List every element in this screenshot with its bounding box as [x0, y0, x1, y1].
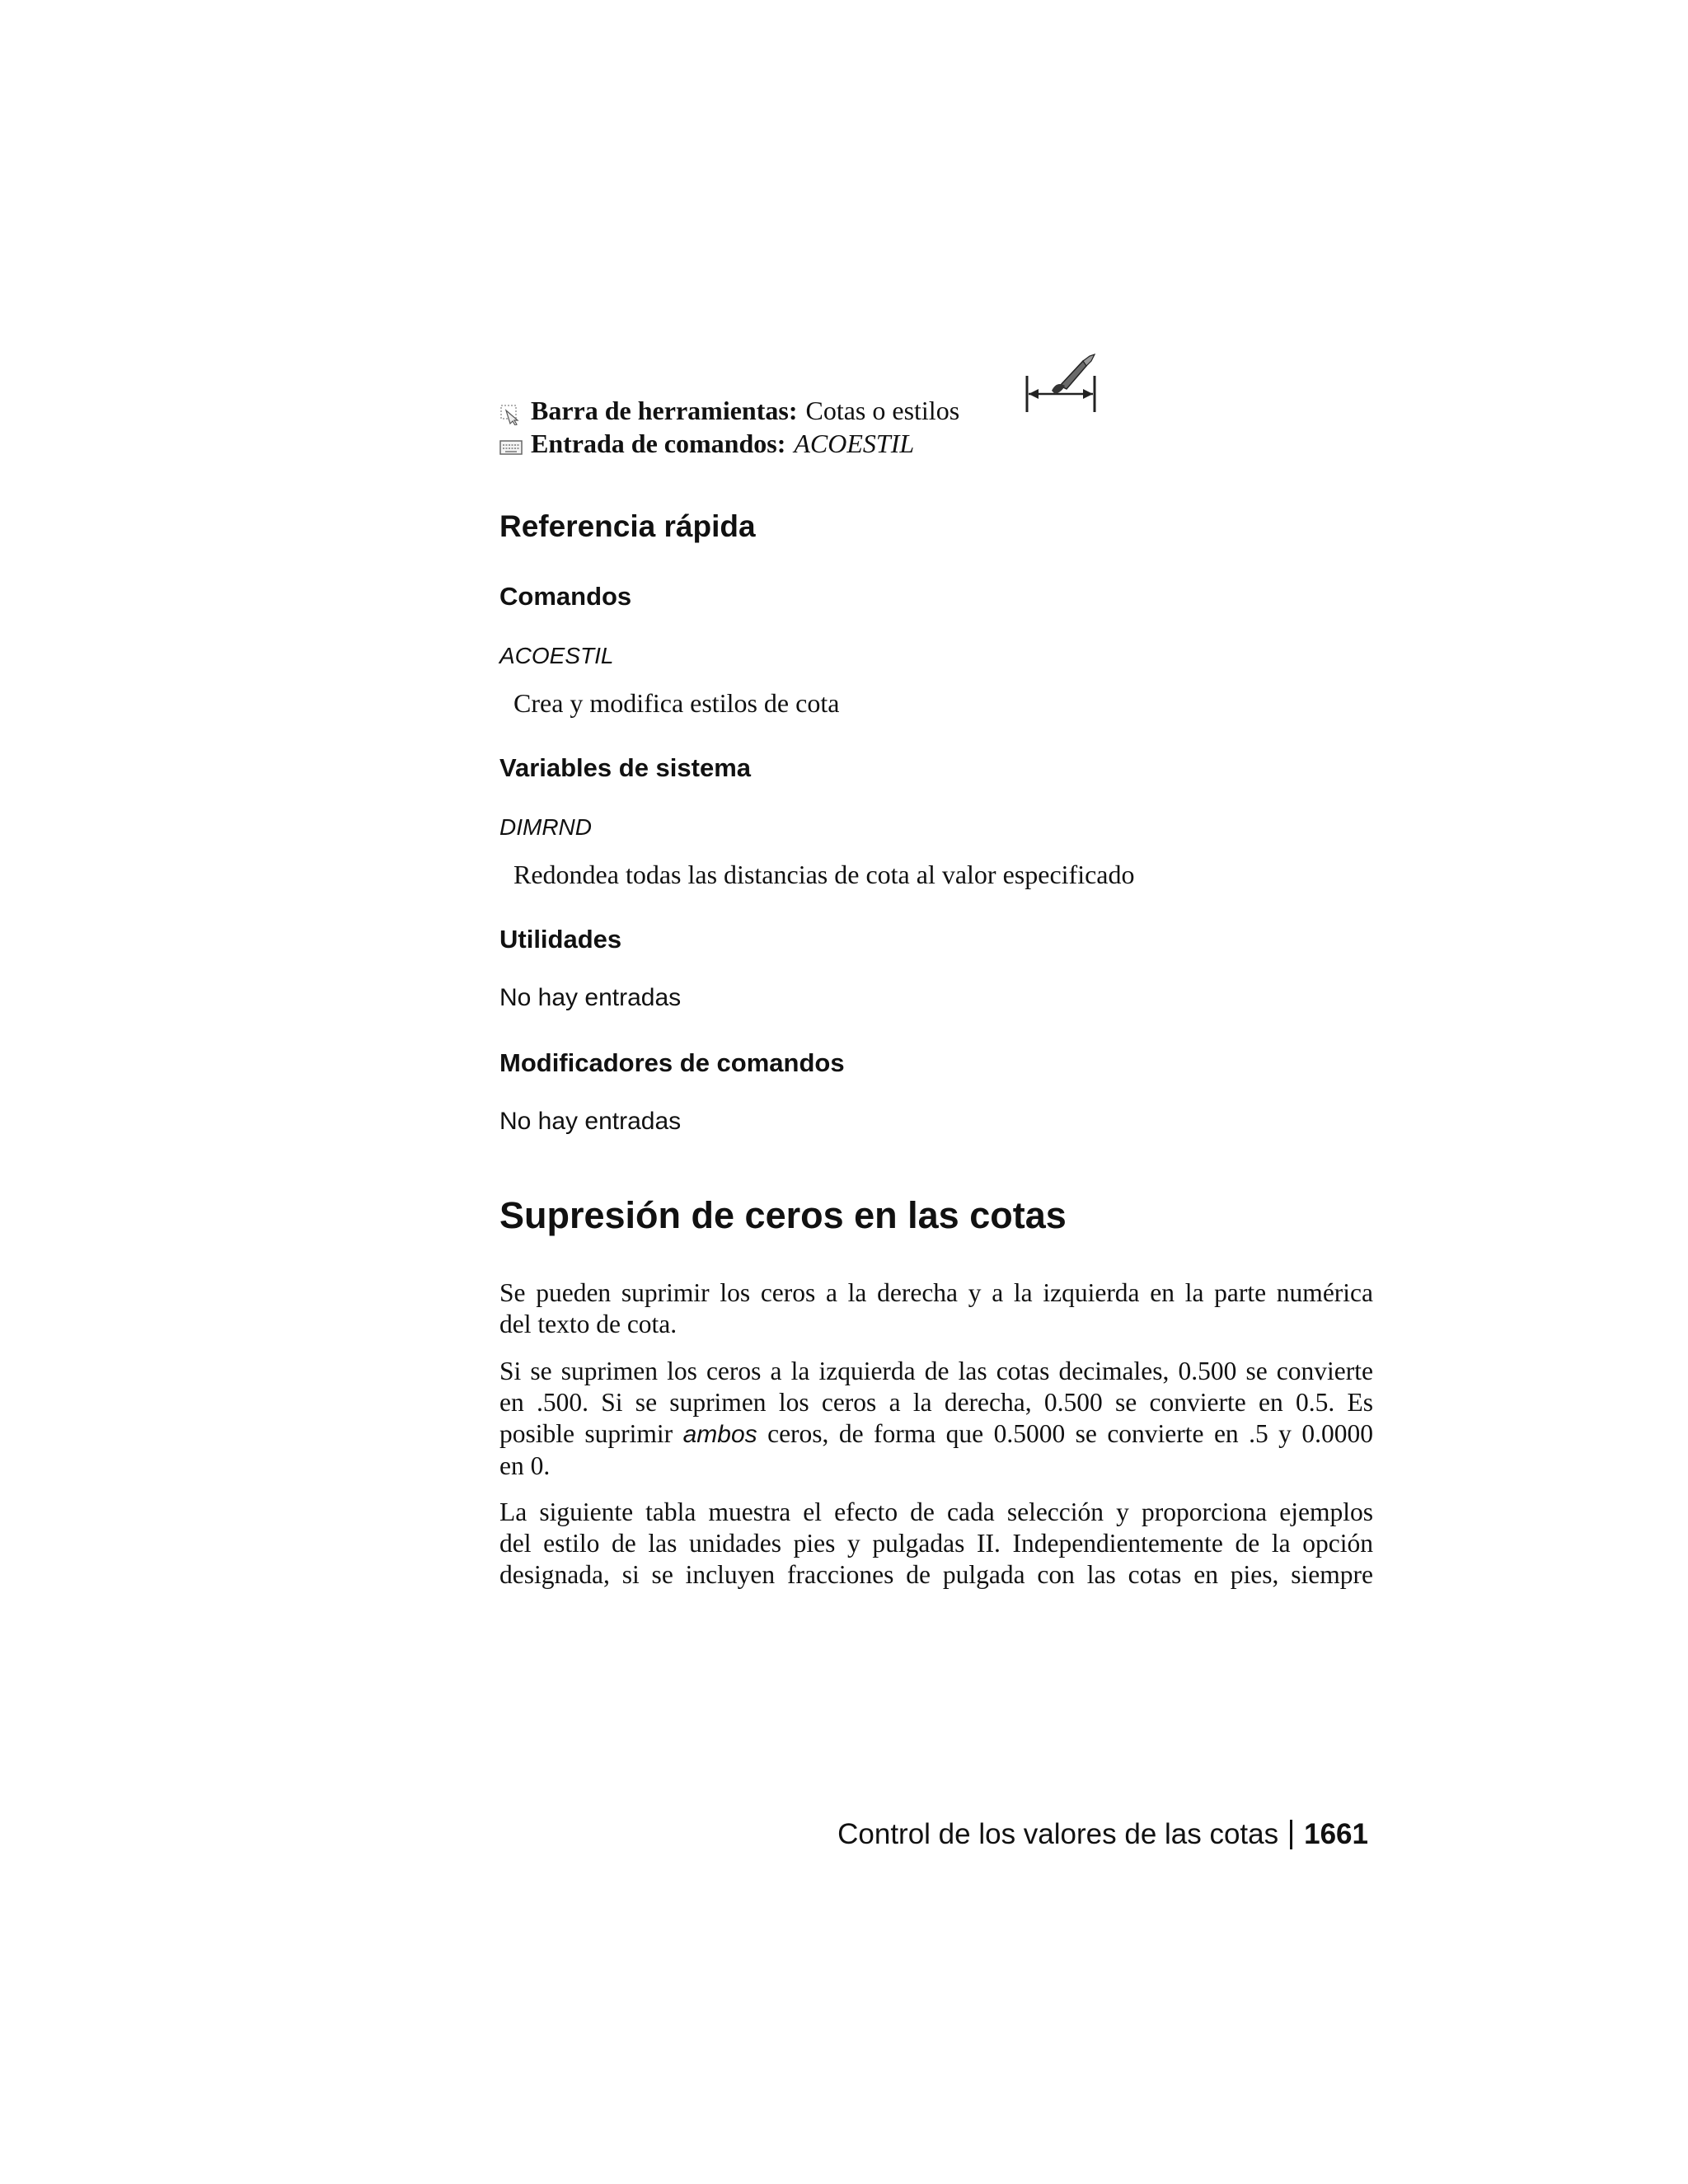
modifiers-heading: Modificadores de comandos: [499, 1048, 845, 1077]
command-entry-line: [499, 427, 914, 460]
page-number: 1661: [1304, 1818, 1368, 1850]
keyboard-icon: [499, 433, 523, 454]
paragraph-line: en 0.: [499, 1451, 551, 1480]
modifiers-text: No hay entradas: [499, 1108, 682, 1135]
toolbar-access-line: [499, 394, 959, 427]
text-run: posible suprimir: [499, 1419, 683, 1448]
paragraph-1: [499, 1277, 1373, 1340]
paragraph-line: designada, si se incluyen fracciones de pulgada con las cotas en pies, siempre: [499, 1560, 1373, 1589]
paragraph-line: del texto de cota.: [499, 1310, 678, 1338]
command-term: ACOESTIL: [499, 643, 614, 668]
toolbar-value: Cotas o estilos: [805, 396, 960, 425]
quick-reference-heading: Referencia rápida: [499, 509, 756, 543]
command-value: ACOESTIL: [794, 429, 915, 458]
utilities-heading: Utilidades: [499, 925, 622, 954]
sysvar-description: Redondea todas las distancias de cota al valor especificado: [513, 860, 1135, 889]
paragraph-2: [499, 1356, 1373, 1482]
text-run: ceros, de forma que 0.5000 se convierte en .5 y 0.0000: [757, 1419, 1373, 1448]
sysvar-term: DIMRND: [499, 814, 592, 840]
paragraph-line: [499, 1418, 1373, 1451]
emphasis-text: ambos: [682, 1421, 757, 1448]
footer-title: Control de los valores de las cotas: [837, 1818, 1279, 1850]
paragraph-line: del estilo de las unidades pies y pulgadas II. Independientemente de la opción: [499, 1529, 1373, 1558]
command-description: Crea y modifica estilos de cota: [513, 688, 840, 718]
commands-heading: Comandos: [499, 582, 632, 611]
toolbar-label: Barra de herramientas:: [531, 396, 798, 425]
sysvars-heading: Variables de sistema: [499, 753, 752, 782]
paragraph-line: La siguiente tabla muestra el efecto de cada selección y proporciona ejemplos: [499, 1497, 1373, 1526]
utilities-text: No hay entradas: [499, 984, 682, 1011]
paragraph-3: [499, 1497, 1373, 1591]
paragraph-line: en .500. Si se suprimen los ceros a la derecha, 0.500 se convierte en 0.5. Es: [499, 1388, 1373, 1417]
section-title: Supresión de ceros en las cotas: [499, 1194, 1067, 1236]
paragraph-line: Se pueden suprimir los ceros a la derecha y a la izquierda en la parte numérica: [499, 1278, 1373, 1307]
dimension-style-icon: [1024, 353, 1100, 417]
command-label: Entrada de comandos:: [531, 429, 786, 458]
paragraph-line: Si se suprimen los ceros a la izquierda de las cotas decimales, 0.500 se convierte: [499, 1357, 1373, 1385]
page-footer: [837, 1816, 1368, 1853]
footer-separator: [1290, 1820, 1292, 1849]
toolbar-icon: [499, 400, 523, 421]
